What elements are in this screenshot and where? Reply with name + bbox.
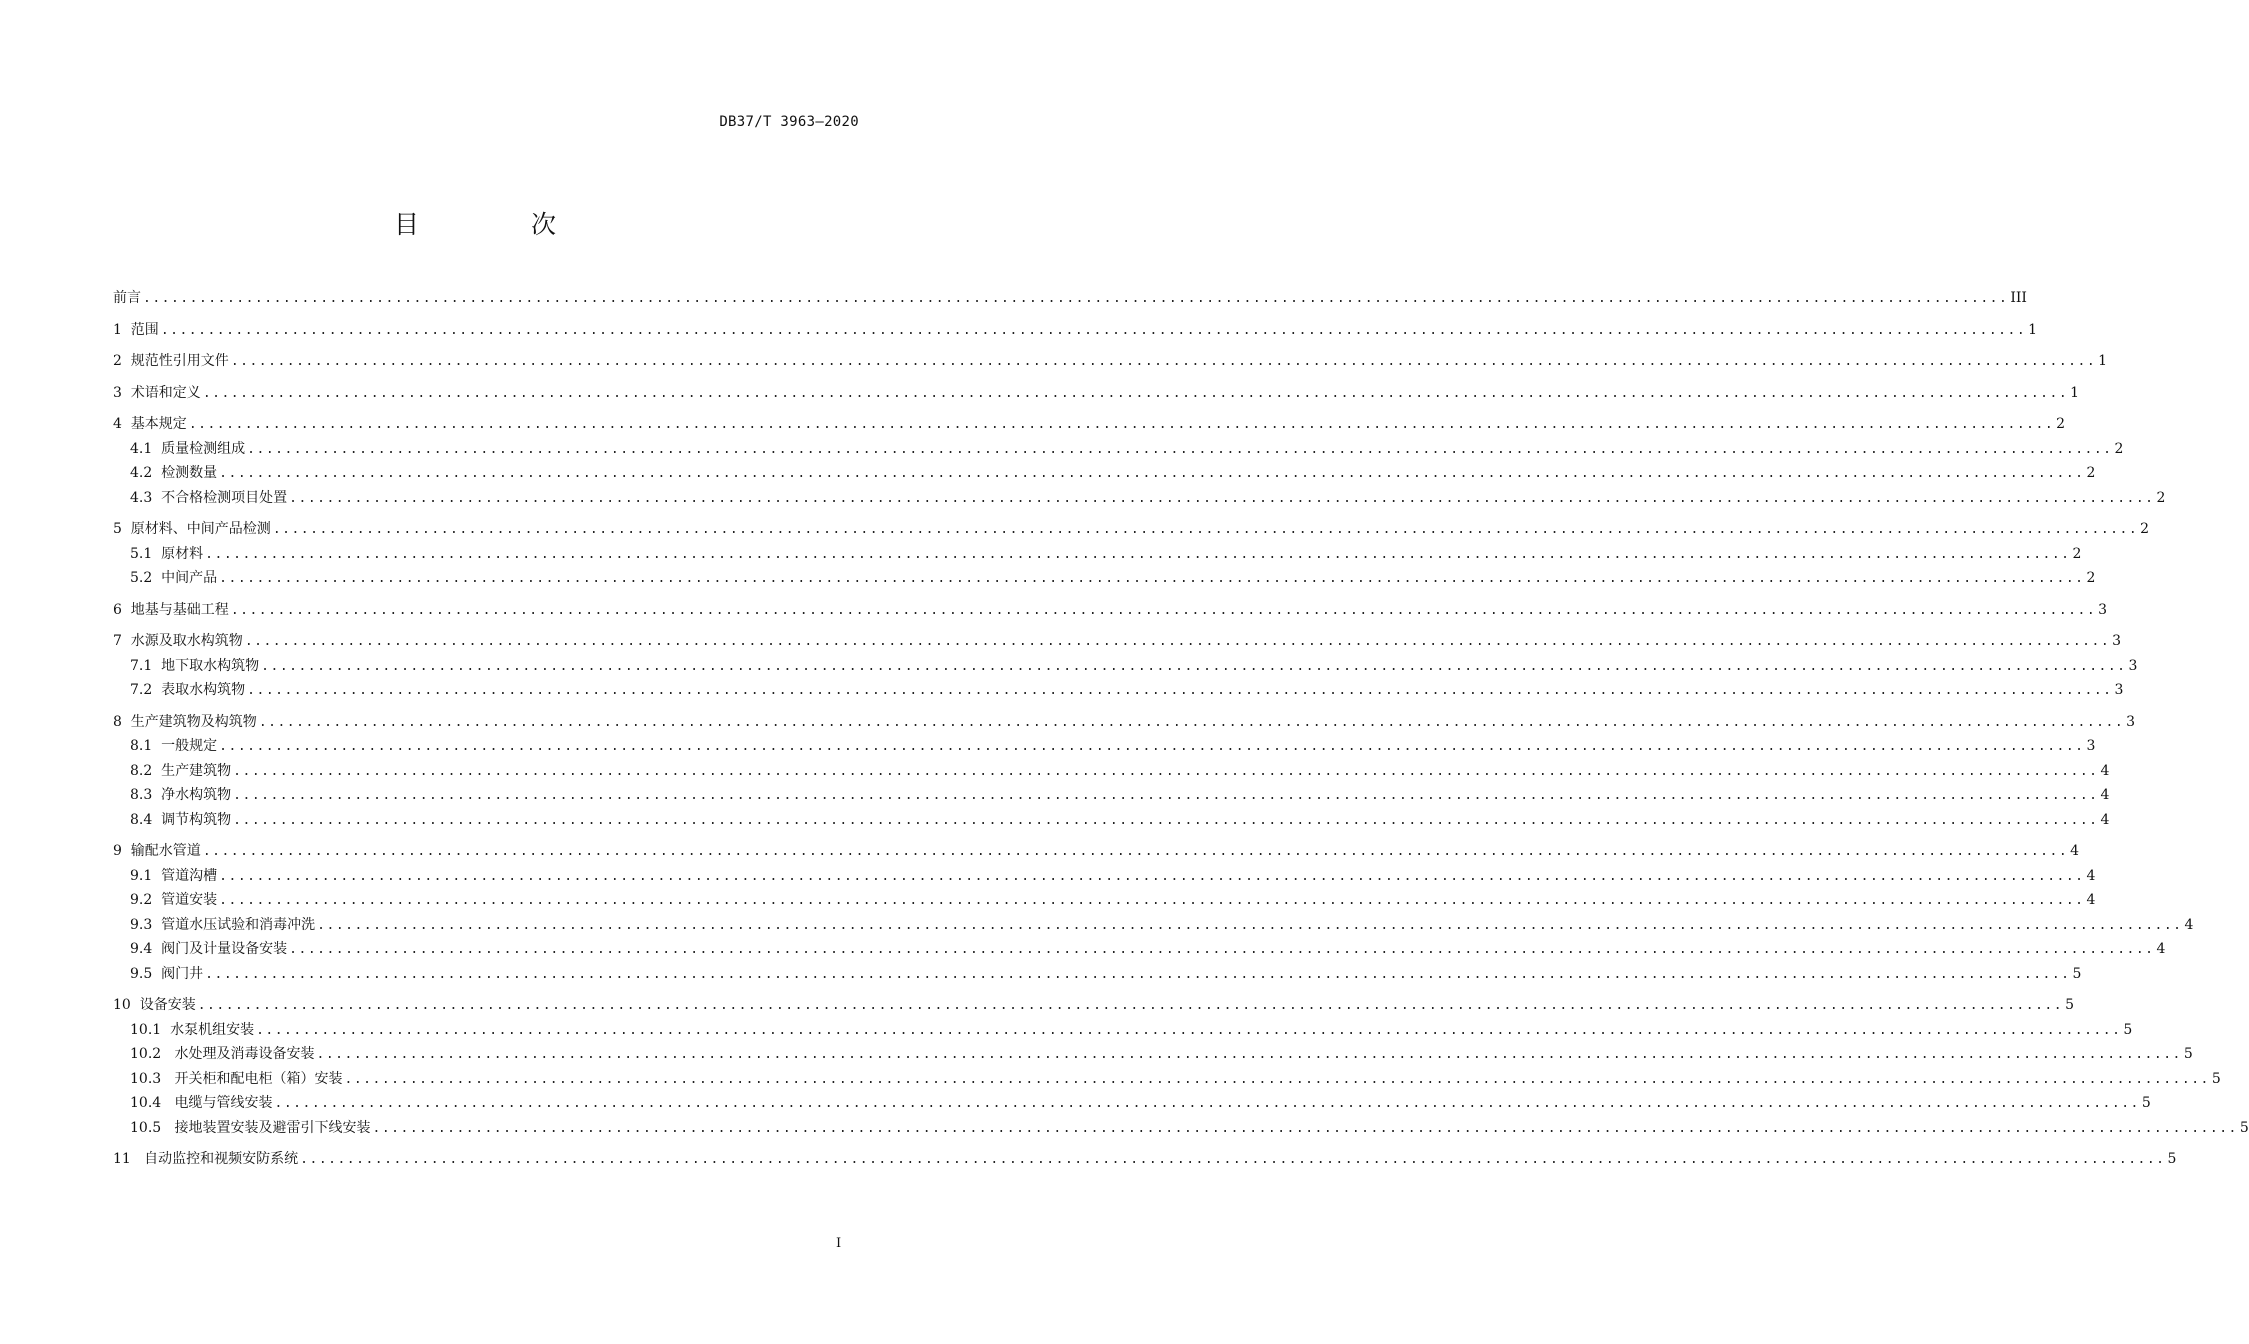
toc-entry[interactable] (113, 993, 2074, 1018)
toc-entry-page: 5 (2167, 1151, 2177, 1167)
toc-entry-label: 4.1 质量检测组成 (130, 440, 246, 457)
toc-entry[interactable] (113, 1018, 2133, 1043)
toc-entry[interactable] (113, 678, 2124, 703)
toc-entry[interactable] (113, 286, 2027, 311)
toc-entry-page: 2 (2072, 545, 2082, 562)
toc-entry-label: 7 水源及取水构筑物 (113, 633, 243, 649)
toc-entry-page: 2 (2156, 489, 2166, 506)
toc-leader-dots: ........................................................................................................................................................................................................ (300, 1152, 2166, 1167)
toc-entry[interactable] (113, 808, 2110, 833)
toc-leader-dots: ........................................................................................................................................................................................................ (219, 739, 2085, 754)
table-of-contents (113, 286, 2249, 1172)
toc-entry-label: 9.3 管道水压试验和消毒冲洗 (130, 916, 316, 933)
toc-entry-page: 4 (2184, 916, 2194, 933)
toc-entry-page: 4 (2070, 843, 2080, 859)
toc-entry-label: 5 原材料、中间产品检测 (113, 521, 271, 537)
toc-entry[interactable] (113, 566, 2096, 591)
toc-entry-label: 3 术语和定义 (113, 384, 201, 401)
toc-leader-dots: ........................................................................................................................................................................................................ (274, 1096, 2140, 1111)
toc-entry-page: 4 (2086, 892, 2096, 908)
toc-entry-page: 4 (2086, 867, 2096, 884)
toc-entry-page: 2 (2086, 570, 2096, 586)
toc-leader-dots: ........................................................................................................................................................................................................ (244, 634, 2111, 649)
toc-leader-dots: ........................................................................................................................................................................................................ (233, 812, 2099, 828)
toc-entry-label: 7.2 表取水构筑物 (130, 682, 246, 698)
toc-entry-page: 5 (2123, 1021, 2133, 1038)
toc-leader-dots: ........................................................................................................................................................................................................ (230, 354, 2097, 369)
toc-entry-page: 5 (2141, 1095, 2151, 1111)
toc-entry-label: 9.1 管道沟槽 (130, 867, 218, 884)
toc-entry-page: 3 (2128, 657, 2138, 674)
toc-entry-page: 3 (2086, 738, 2096, 754)
toc-entry-label: 4.2 检测数量 (130, 465, 218, 481)
toc-leader-dots: ........................................................................................................................................................................................................ (233, 763, 2099, 779)
toc-entry-label: 4 基本规定 (113, 416, 187, 432)
toc-leader-dots: ........................................................................................................................................................................................................ (219, 868, 2085, 884)
toc-entry[interactable] (113, 888, 2096, 913)
toc-entry-label: 10.5 接地装置安装及避雷引下线安装 (130, 1119, 371, 1136)
toc-entry-label: 9.5 阀门井 (130, 965, 204, 982)
toc-entry-label: 5.1 原材料 (130, 545, 204, 562)
toc-entry[interactable] (113, 864, 2096, 889)
toc-entry[interactable] (113, 759, 2110, 784)
toc-entry[interactable] (113, 437, 2124, 462)
toc-entry-label: 10.4 电缆与管线安装 (130, 1095, 273, 1111)
toc-entry[interactable] (113, 962, 2082, 987)
toc-entry-label: 2 规范性引用文件 (113, 353, 229, 369)
toc-leader-dots: ........................................................................................................................................................................................................ (316, 1047, 2182, 1062)
toc-entry[interactable] (113, 318, 2038, 343)
toc-leader-dots: ........................................................................................................................................................................................................ (289, 490, 2155, 506)
toc-leader-dots: ........................................................................................................................................................................................................ (188, 417, 2055, 432)
toc-leader-dots: ........................................................................................................................................................................................................ (219, 571, 2085, 586)
toc-entry-page: 4 (2156, 941, 2166, 957)
toc-entry-page: 3 (2114, 682, 2124, 698)
toc-entry[interactable] (113, 517, 2150, 542)
toc-entry-label: 4.3 不合格检测项目处置 (130, 489, 288, 506)
toc-entry-label: 8.2 生产建筑物 (130, 762, 232, 779)
toc-leader-dots: ........................................................................................................................................................................................................ (289, 942, 2155, 957)
toc-entry-page: 4 (2100, 762, 2110, 779)
toc-entry-label: 10 设备安装 (113, 997, 196, 1013)
toc-entry[interactable] (113, 1042, 2193, 1067)
toc-entry-label: 9.2 管道安装 (130, 892, 218, 908)
toc-entry[interactable] (113, 381, 2080, 406)
toc-entry-label: 10.1 水泵机组安装 (130, 1021, 255, 1038)
toc-entry[interactable] (113, 783, 2110, 808)
toc-entry[interactable] (113, 461, 2096, 486)
toc-entry-page: 5 (2072, 965, 2082, 982)
toc-entry-label: 9 输配水管道 (113, 843, 201, 859)
toc-entry-page: 1 (2028, 321, 2038, 338)
toc-leader-dots: ........................................................................................................................................................................................................ (372, 1120, 2238, 1136)
toc-entry-label: 10.3 开关柜和配电柜（箱）安装 (130, 1070, 343, 1087)
toc-entry-label: 7.1 地下取水构筑物 (130, 657, 260, 674)
toc-leader-dots: ........................................................................................................................................................................................................ (202, 385, 2069, 401)
toc-leader-dots: ........................................................................................................................................................................................................ (143, 291, 2009, 306)
toc-leader-dots: ........................................................................................................................................................................................................ (247, 683, 2113, 698)
toc-entry[interactable] (113, 937, 2166, 962)
toc-entry-label: 6 地基与基础工程 (113, 601, 229, 618)
toc-entry[interactable] (113, 1067, 2221, 1092)
toc-leader-dots: ........................................................................................................................................................................................................ (205, 546, 2071, 562)
toc-leader-dots: ........................................................................................................................................................................................................ (317, 917, 2183, 933)
toc-entry-label: 10.2 水处理及消毒设备安装 (130, 1046, 315, 1062)
toc-entry[interactable] (113, 710, 2136, 735)
toc-entry[interactable] (113, 1147, 2177, 1172)
toc-leader-dots: ........................................................................................................................................................................................................ (197, 998, 2064, 1013)
toc-entry-label: 1 范围 (113, 321, 159, 338)
toc-entry-page: 3 (2098, 601, 2108, 618)
toc-entry-page: 5 (2065, 997, 2074, 1013)
toc-entry-page: 3 (2112, 633, 2122, 649)
page-title: 目 次 (394, 210, 608, 239)
toc-entry[interactable] (113, 598, 2108, 623)
toc-leader-dots: ........................................................................................................................................................................................................ (272, 522, 2139, 537)
toc-leader-dots: ........................................................................................................................................................................................................ (233, 788, 2099, 803)
toc-entry-label: 8.1 一般规定 (130, 738, 218, 754)
toc-entry[interactable] (113, 486, 2166, 511)
toc-entry-page: 2 (2114, 440, 2124, 457)
toc-entry-page: 1 (2098, 353, 2108, 369)
toc-entry-label: 9.4 阀门及计量设备安装 (130, 941, 288, 957)
document-code: DB37/T 3963—2020 (719, 114, 859, 130)
toc-entry-page: 5 (2183, 1046, 2193, 1062)
toc-entry-page: 3 (2126, 713, 2136, 730)
toc-entry[interactable] (113, 734, 2096, 759)
toc-entry-label: 8 生产建筑物及构筑物 (113, 713, 257, 730)
toc-entry-label: 5.2 中间产品 (130, 570, 218, 586)
toc-entry-page: 1 (2070, 384, 2080, 401)
toc-leader-dots: ........................................................................................................................................................................................................ (160, 322, 2027, 338)
toc-entry[interactable] (113, 349, 2108, 374)
toc-leader-dots: ........................................................................................................................................................................................................ (344, 1071, 2210, 1087)
toc-entry-label: 8.4 调节构筑物 (130, 811, 232, 828)
toc-entry-page: 5 (2211, 1070, 2221, 1087)
toc-leader-dots: ........................................................................................................................................................................................................ (219, 893, 2085, 908)
toc-entry[interactable] (113, 542, 2082, 567)
toc-entry[interactable] (113, 839, 2080, 864)
page-number: I (836, 1236, 842, 1251)
toc-leader-dots: ........................................................................................................................................................................................................ (205, 966, 2071, 982)
toc-leader-dots: ........................................................................................................................................................................................................ (202, 844, 2069, 859)
toc-entry-page: 5 (2239, 1119, 2249, 1136)
toc-entry-label: 8.3 净水构筑物 (130, 787, 232, 803)
toc-leader-dots: ........................................................................................................................................................................................................ (258, 714, 2125, 730)
toc-entry[interactable] (113, 913, 2194, 938)
toc-entry-page: 2 (2140, 521, 2150, 537)
toc-leader-dots: ........................................................................................................................................................................................................ (219, 466, 2085, 481)
toc-entry-label: 前言 (113, 290, 141, 306)
toc-entry[interactable] (113, 1091, 2151, 1116)
toc-leader-dots: ........................................................................................................................................................................................................ (261, 658, 2127, 674)
toc-leader-dots: ........................................................................................................................................................................................................ (247, 441, 2113, 457)
toc-entry[interactable] (113, 1116, 2249, 1141)
toc-entry-page: 4 (2100, 811, 2110, 828)
toc-entry-page: III (2010, 290, 2027, 306)
toc-entry-label: 11 自动监控和视频安防系统 (113, 1151, 299, 1167)
toc-leader-dots: ........................................................................................................................................................................................................ (230, 602, 2097, 618)
toc-leader-dots: ........................................................................................................................................................................................................ (256, 1022, 2122, 1038)
toc-entry-page: 2 (2086, 465, 2096, 481)
toc-entry[interactable] (113, 629, 2122, 654)
toc-entry[interactable] (113, 654, 2138, 679)
toc-entry[interactable] (113, 412, 2066, 437)
toc-entry-page: 2 (2056, 416, 2066, 432)
toc-entry-page: 4 (2100, 787, 2110, 803)
